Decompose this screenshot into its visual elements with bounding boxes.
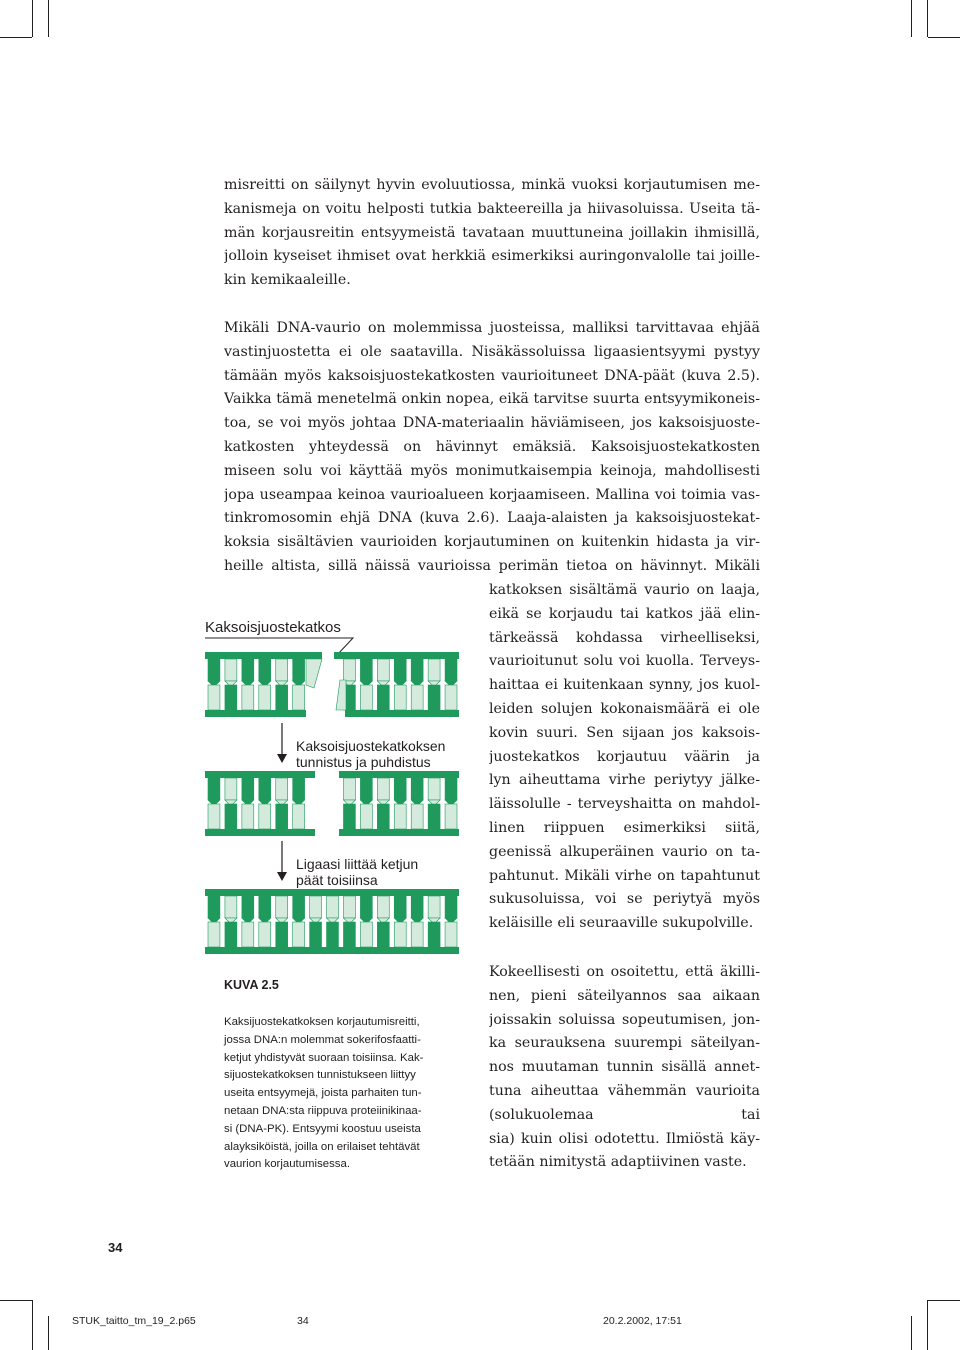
broken-end-left xyxy=(306,659,322,688)
text-line: kanismeja on voitu helposti tutkia bakteereilla ja hiivasoluissa. Useita tä- xyxy=(224,200,760,217)
dna-base-tip xyxy=(259,800,271,806)
dna-base xyxy=(411,804,423,829)
dna-backbone-bottom xyxy=(205,710,306,717)
text-line: tuna aiheuttaa vähemmän vaurioita xyxy=(489,1082,760,1099)
dna-base-tip xyxy=(428,918,440,924)
dna-base xyxy=(360,778,372,800)
dna-base-tip xyxy=(445,681,457,687)
dna-base xyxy=(310,896,322,918)
text-line: katkosten yhteydessä on hävinnyt emäksiä. Kaksoisjuostekatkosten xyxy=(224,438,760,455)
dna-base xyxy=(225,804,237,829)
text-line: heille altista, sillä näissä vaurioissa perimän tietoa on hävinnyt. Mikäli xyxy=(224,557,760,574)
dna-base xyxy=(242,685,254,710)
dna-base xyxy=(276,896,288,918)
dna-base-tip xyxy=(242,681,254,687)
dna-base xyxy=(259,685,271,710)
dna-base xyxy=(225,659,237,681)
dna-base-tip xyxy=(360,918,372,924)
dna-base xyxy=(343,685,355,710)
dna-base-tip xyxy=(208,800,220,806)
dna-base xyxy=(360,659,372,681)
dna-base xyxy=(377,685,389,710)
dna-base xyxy=(242,778,254,800)
dna-base xyxy=(259,804,271,829)
dna-base xyxy=(259,659,271,681)
figure-label-line: tunnistus ja puhdistus xyxy=(296,754,431,770)
second-paragraph xyxy=(224,317,760,579)
dna-row-broken xyxy=(205,652,459,717)
text-line: Vaikka tämä menetelmä onkin nopea, eikä tarvitse suurta entsyymikoneis- xyxy=(224,391,760,408)
text-line: kin kemikaaleille. xyxy=(224,272,351,289)
text-line: Mikäli DNA-vaurio on molemmissa juosteissa, malliksi tarvittavaa ehjää xyxy=(224,320,760,336)
dna-base-tip xyxy=(327,918,339,924)
dna-base-tip xyxy=(293,918,305,924)
dna-base-tip xyxy=(377,681,389,687)
caption-line: ketjut yhdistyvät suoraan toisiinsa. Kak- xyxy=(224,1051,424,1064)
dna-base xyxy=(411,778,423,800)
dna-base-tip xyxy=(208,918,220,924)
text-line: miseen solu voi käyttää myös monimutkaisempia keinoja, mahdollisesti xyxy=(224,462,760,479)
caption-line: vaurion korjautumisessa. xyxy=(224,1158,350,1171)
dna-base xyxy=(445,896,457,918)
text-line: toa, se voi myös johtaa DNA-materiaalin häviämiseen, jos kaksoisjuoste- xyxy=(224,415,760,432)
dna-base xyxy=(377,896,389,918)
crop-mark xyxy=(32,1300,33,1350)
dna-base-tip xyxy=(360,800,372,806)
dna-base xyxy=(327,896,339,918)
text-line: jolloin kyseiset ihmiset ovat herkkiä esimerkiksi auringonvalolle tai joille- xyxy=(224,248,760,265)
dna-base xyxy=(445,685,457,710)
dna-base xyxy=(428,659,440,681)
dna-base xyxy=(394,659,406,681)
dna-base xyxy=(394,804,406,829)
dna-base-tip xyxy=(259,918,271,924)
caption-line: Kaksijuostekatkoksen korjautumisreitti, xyxy=(224,1016,420,1028)
text-line: nen, pieni säteilyannos saa aikaan xyxy=(489,987,760,1004)
dna-base xyxy=(276,778,288,800)
figure-label-line: Ligaasi liittää ketjun xyxy=(296,856,419,872)
crop-mark xyxy=(48,1316,49,1350)
arrow-down-icon xyxy=(277,754,287,763)
dna-base xyxy=(208,659,220,681)
crop-mark xyxy=(927,0,928,37)
dna-base-tip xyxy=(428,800,440,806)
dna-base xyxy=(394,778,406,800)
text-line: män korjausreitin entsyymeistä tavataan muuttuneina joillakin ihmisillä, xyxy=(224,224,760,241)
text-line: tetään nimitystä adaptiivinen vaste. xyxy=(489,1154,747,1171)
caption-line: netaan DNA:sta riippuva proteiinikinaa- xyxy=(224,1104,422,1117)
text-line: leiden solujen kokonaismäärä ei ole xyxy=(489,700,760,717)
dna-base xyxy=(428,896,440,918)
dna-base-tip xyxy=(208,681,220,687)
dna-base xyxy=(394,685,406,710)
dna-base-tip xyxy=(394,918,406,924)
caption-line: useita entsyymejä, joista parhaiten tun- xyxy=(224,1087,422,1100)
dna-base xyxy=(225,896,237,918)
dna-base xyxy=(208,685,220,710)
dna-backbone-bottom xyxy=(339,829,459,836)
page-number: 34 xyxy=(108,1240,123,1255)
figure-caption xyxy=(224,1014,454,1174)
dna-base-tip xyxy=(293,800,305,806)
text-line: linen riippuen esimerkiksi siitä, xyxy=(489,819,760,836)
dna-base-tip xyxy=(360,681,372,687)
dna-base xyxy=(259,778,271,800)
crop-mark xyxy=(928,1300,960,1301)
right-column-paragraph xyxy=(489,579,760,936)
dna-base xyxy=(377,922,389,947)
dna-base xyxy=(293,922,305,947)
dna-base-tip xyxy=(225,800,237,806)
dna-base xyxy=(208,922,220,947)
dna-base xyxy=(276,922,288,947)
dna-base xyxy=(411,659,423,681)
figure-label-step-ligation xyxy=(296,856,418,888)
dna-base xyxy=(394,896,406,918)
caption-line: alayksiköistä, joilla on erilaiset tehtävät xyxy=(224,1140,420,1153)
dna-base-tip xyxy=(445,918,457,924)
dna-base xyxy=(208,896,220,918)
text-line: tinkromosomin ehjä DNA (kuva 2.6). Laaja-alaisten ja kaksoisjuostekat- xyxy=(224,510,760,527)
dna-base xyxy=(225,922,237,947)
dna-base xyxy=(445,804,457,829)
caption-line: jossa DNA:n molemmat sokerifosfaatti- xyxy=(224,1033,421,1046)
crop-mark xyxy=(0,37,32,38)
broken-end-right xyxy=(336,680,346,710)
dna-base xyxy=(411,685,423,710)
dna-base-tip xyxy=(411,681,423,687)
text-line: pahtunut. Mikäli virhe on tapahtunut xyxy=(489,867,760,884)
slug-filename: STUK_taitto_tm_19_2.p65 xyxy=(72,1315,196,1327)
text-line: Kokeellisesti on osoitettu, että äkilli- xyxy=(489,964,760,980)
dna-base xyxy=(327,922,339,947)
dna-base xyxy=(259,922,271,947)
dna-base-tip xyxy=(394,800,406,806)
dna-base xyxy=(428,778,440,800)
dna-backbone-bottom xyxy=(205,829,315,836)
dna-base-tip xyxy=(276,800,288,806)
dna-base-tip xyxy=(276,918,288,924)
dna-base xyxy=(343,896,355,918)
crop-mark xyxy=(32,0,33,37)
dna-base-tip xyxy=(394,681,406,687)
dna-base xyxy=(428,804,440,829)
dna-base xyxy=(259,896,271,918)
dna-base xyxy=(242,896,254,918)
dna-backbone-top xyxy=(205,771,315,778)
slug-date: 20.2.2002, 17:51 xyxy=(603,1315,682,1327)
dna-backbone-bottom xyxy=(205,947,459,954)
dna-base xyxy=(428,685,440,710)
dna-base-tip xyxy=(293,681,305,687)
dna-base-tip xyxy=(343,681,355,687)
dna-base-tip xyxy=(377,800,389,806)
dna-base-tip xyxy=(242,800,254,806)
dna-row-processed xyxy=(205,771,459,836)
dna-base xyxy=(293,659,305,681)
text-line: vaurioitunut solu voi kuolla. Terveys- xyxy=(489,653,760,670)
text-line: tärkeässä kohdassa virheelliseksi, xyxy=(489,629,760,646)
dna-base xyxy=(276,685,288,710)
dna-base xyxy=(208,804,220,829)
break-pointer-line xyxy=(205,638,353,655)
dna-base-tip xyxy=(343,800,355,806)
dna-base xyxy=(310,922,322,947)
text-line: sia) kuin olisi odotettu. Ilmiöstä käy- xyxy=(489,1130,760,1147)
dna-base-tip xyxy=(411,918,423,924)
dna-base xyxy=(242,804,254,829)
dna-base-tip xyxy=(242,918,254,924)
dna-base xyxy=(360,685,372,710)
text-line: geenissä alkuperäinen vaurio on ta- xyxy=(489,843,760,860)
dna-base xyxy=(445,778,457,800)
dna-backbone-top xyxy=(205,652,322,659)
dna-base-tip xyxy=(225,681,237,687)
caption-line: sijuostekatkoksen tunnistukseen liittyy xyxy=(224,1069,416,1082)
text-line: eikä se korjaudu tai katkos jää elin- xyxy=(489,605,760,622)
dna-base xyxy=(428,922,440,947)
dna-base xyxy=(360,804,372,829)
dna-base xyxy=(293,804,305,829)
dna-base xyxy=(343,922,355,947)
text-line: sukusoluissa, voi se periytyä myös xyxy=(489,891,760,908)
dna-base-tip xyxy=(259,681,271,687)
dna-base xyxy=(445,922,457,947)
dna-backbone-top xyxy=(205,889,459,896)
dna-base-tip xyxy=(276,681,288,687)
dna-base-tip xyxy=(377,918,389,924)
text-line: haittaa ei kuitenkaan synny, jos kuol- xyxy=(489,677,760,694)
text-line: ka seurauksena suurempi säteilyan- xyxy=(489,1035,760,1052)
text-line: juostekatkos korjautuu väärin ja xyxy=(489,748,760,765)
crop-mark xyxy=(0,1300,32,1301)
text-line: koksia sisältävien vaurioiden korjautuminen on kuitenkin hidasta ja vir- xyxy=(224,534,760,551)
text-line: keläisille eli seuraaville sukupolville. xyxy=(489,915,754,932)
dna-base xyxy=(360,896,372,918)
figure-label-line: Kaksoisjuostekatkoksen xyxy=(296,738,446,754)
crop-mark xyxy=(911,1316,912,1350)
figure-caption-title: KUVA 2.5 xyxy=(224,978,279,992)
dna-base xyxy=(377,659,389,681)
text-line: lyn aiheuttama virhe periytyy jälke- xyxy=(489,772,760,789)
dna-base xyxy=(343,804,355,829)
dna-row-ligated xyxy=(205,889,459,954)
dna-base xyxy=(242,659,254,681)
dna-base xyxy=(276,659,288,681)
dna-backbone-top xyxy=(339,771,459,778)
dna-base xyxy=(293,685,305,710)
dna-base xyxy=(377,804,389,829)
dna-base xyxy=(293,896,305,918)
dna-base-tip xyxy=(411,800,423,806)
dna-base xyxy=(293,778,305,800)
dna-base xyxy=(377,778,389,800)
text-line: läissolulle - terveyshaitta on mahdol- xyxy=(489,796,760,813)
crop-mark xyxy=(927,1300,928,1350)
dna-base xyxy=(276,804,288,829)
figure-label-line: päät toisiinsa xyxy=(296,872,378,888)
dna-base xyxy=(208,778,220,800)
dna-base xyxy=(394,922,406,947)
dna-base-tip xyxy=(428,681,440,687)
crop-mark xyxy=(48,0,49,37)
text-line: (solukuolemaa tai xyxy=(489,1106,760,1123)
arrow-down-icon xyxy=(277,872,287,881)
dna-base xyxy=(411,896,423,918)
dna-backbone-bottom xyxy=(345,710,459,717)
dna-base xyxy=(360,922,372,947)
dna-base xyxy=(411,922,423,947)
text-line: jopa useampaa keinoa vaurioalueen korjaamiseen. Mallina voi toimia vas- xyxy=(224,486,760,503)
figure-label-double-strand-break: Kaksoisjuostekatkos xyxy=(205,619,341,636)
text-line: nos muutaman tunnin sisällä annet- xyxy=(489,1059,760,1076)
text-line: joissakin soluissa sopeutumisen, jon- xyxy=(489,1011,760,1028)
dna-base xyxy=(445,659,457,681)
crop-mark xyxy=(928,37,960,38)
slug-page: 34 xyxy=(297,1315,309,1327)
dna-base xyxy=(242,922,254,947)
adaptive-response-paragraph xyxy=(489,961,760,1175)
text-line: misreitti on säilynyt hyvin evoluutiossa, minkä vuoksi korjautumisen me- xyxy=(224,177,760,193)
top-paragraph xyxy=(224,174,760,293)
dna-base xyxy=(225,778,237,800)
dna-base-tip xyxy=(310,918,322,924)
crop-mark xyxy=(911,0,912,37)
dna-base-tip xyxy=(445,800,457,806)
figure-label-step-recognition xyxy=(296,738,445,770)
text-line: katkoksen sisältämä vaurio on laaja, xyxy=(489,582,760,598)
text-line: tämään myös kaksoisjuostekatkosten vaurioituneet DNA-päät (kuva 2.5). xyxy=(224,367,760,384)
dna-base xyxy=(343,659,355,681)
dna-base xyxy=(225,685,237,710)
text-line: kovin suuri. Sen sijaan jos kaksois- xyxy=(489,724,760,741)
dna-backbone-top xyxy=(334,652,459,659)
caption-line: si (DNA-PK). Entsyymi koostuu useista xyxy=(224,1122,421,1135)
text-line: vastinjuostetta ei ole saatavilla. Nisäkässoluissa ligaasientsyymi pystyy xyxy=(224,343,760,360)
dna-base-tip xyxy=(343,918,355,924)
dna-base-tip xyxy=(225,918,237,924)
dna-base xyxy=(343,778,355,800)
